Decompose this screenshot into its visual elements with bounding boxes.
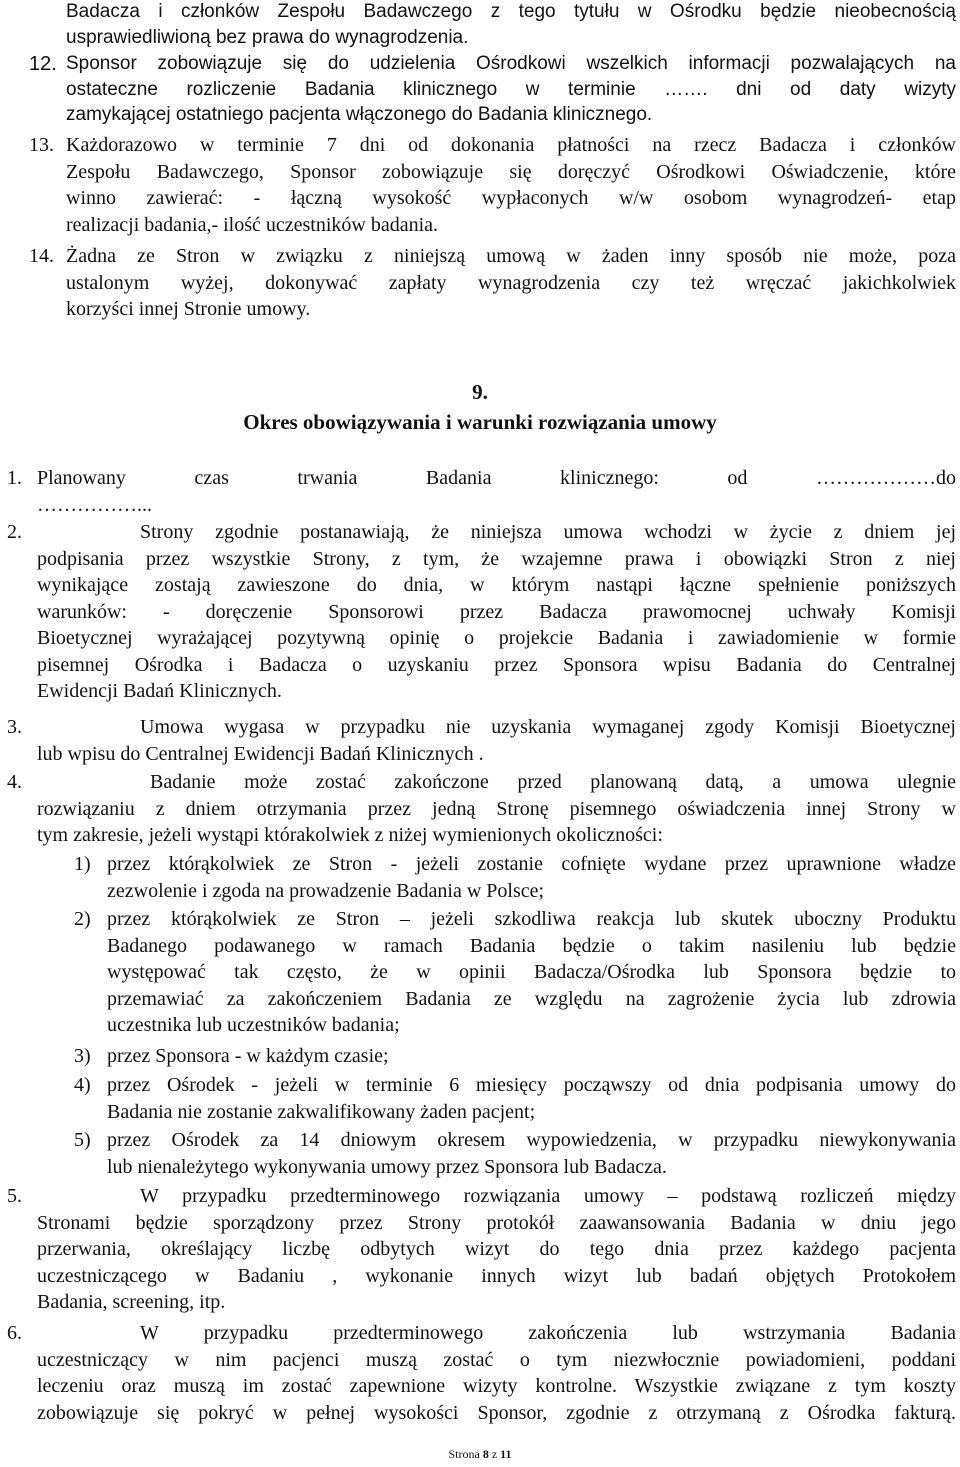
text-line: korzyści innej Stronie umowy. [66,298,311,320]
item-number: 3. [7,716,22,738]
item-number: 13. [29,134,54,156]
text-line: Badacza i członków Zespołu Badawczego z tego tytułu w Ośrodku będzie nieobecnością [66,1,956,22]
text-line: lub wpisu do Centralnej Ewidencji Badań Klinicznych . [37,742,484,765]
text-line: warunków: - doręczenie Sponsorowi przez Badacza prawomocnej uchwały Komisji [37,600,956,623]
paragraph-6 [37,1320,956,1426]
text-line: pisemnej Ośrodka i Badacza o uzyskaniu przez Sponsora wpisu Badania do Centralnej [37,653,956,676]
footer-page-number: 8 [482,1447,489,1461]
footer-prefix: Strona [448,1447,480,1461]
paragraph-1 [37,465,956,518]
text-line: przerwania, określający liczbę odbytych wizyt do tego dnia przez każdego pacjenta [37,1238,956,1260]
text-line: usprawiedliwioną bez prawa do wynagrodzenia. [66,26,469,48]
text-line: zamykającej ostatniego pacjenta włączonego do Badania klinicznego. [66,104,653,125]
paragraph-13 [66,132,956,238]
text-line: Stronami będzie sporządzony przez Strony protokół zaawansowania Badania w dniu jego [37,1211,956,1234]
subitem-number: 3) [74,1045,91,1067]
text-line: winno zawierać: - łączną wysokość wypłaconych w/w osobom wynagrodzeń- etap [66,187,956,209]
text-line: uczestnika lub uczestników badania; [107,1014,400,1036]
text-line: przez Ośrodek za 14 dniowym okresem wypowiedzenia, w przypadku niewykonywania [107,1129,956,1151]
text-line: W przypadku przedterminowego zakończenia lub wstrzymania Badania [140,1322,956,1344]
text-line: przez Ośrodek - jeżeli w terminie 6 miesięcy począwszy od dnia podpisania umowy do [107,1074,956,1096]
footer-separator: z [491,1447,498,1461]
text-line: Zespołu Badawczego, Sponsor zobowiązuje się doręczyć Ośrodkowi Oświadczenie, które [66,160,956,183]
subitem-1 [107,851,956,904]
text-line: Ewidencji Badań Klinicznych. [37,680,282,702]
text-line: Planowany czas trwania Badania klinicznego: od ………………do [37,467,956,489]
text-line: zezwolenie i zgoda na prowadzenie Badania w Polsce; [107,879,545,902]
text-line: wynikające zostają zawieszone do dnia, w którym nastąpi łączne spełnienie poniższych [37,574,956,596]
text-line: realizacji badania,- ilość uczestników badania. [66,213,439,236]
subitem-number: 1) [74,853,91,875]
footer-page-total: 11 [500,1447,512,1461]
text-line: ostateczne rozliczenie Badania klinicznego w terminie ……. dni od daty wizyty [66,78,956,100]
text-line: występować tak często, że w opinii Badacza/Ośrodka lub Sponsora będzie to [107,961,956,983]
subitem-2 [107,906,956,1039]
page-footer [0,1447,960,1461]
subitem-4 [107,1072,956,1125]
text-line: Badanie może zostać zakończone przed planowaną datą, a umowa ulegnie [150,771,956,793]
item-number: 2. [7,521,22,543]
text-line: Badanego podawanego w ramach Badania będzie o takim nasileniu lub będzie [107,934,956,957]
paragraph-4 [37,769,956,849]
text-line: Badania, screening, itp. [37,1291,226,1313]
item-number: 12. [29,53,57,75]
text-line: uczestniczącego w Badaniu , wykonanie innych wizyt lub badań objętych Protokołem [37,1264,956,1287]
text-line: rozwiązaniu z dniem otrzymania przez jedną Stronę pisemnego oświadczenia innej Strony w [37,797,956,820]
text-line: ustalonym wyżej, dokonywać zapłaty wynagrodzenia czy też wręczać jakichkolwiek [66,271,956,294]
paragraph-12 [66,51,956,128]
continuation-paragraph [66,0,956,50]
text-line: Bioetycznej wyrażającej pozytywną opinię o projekcie Badania i zawiadomienie w formie [37,627,956,649]
text-line: W przypadku przedterminowego rozwiązania umowy – podstawą rozliczeń między [140,1185,956,1207]
text-line: zobowiązuje się pokryć w pełnej wysokości Sponsor, zgodnie z otrzymaną z Ośrodka fakturą. [37,1401,956,1424]
paragraph-3 [37,714,956,767]
text-line: Umowa wygasa w przypadku nie uzyskania wymaganej zgody Komisji Bioetycznej [140,716,956,738]
text-line: Żadna ze Stron w związku z niniejszą umową w żaden inny sposób nie może, poza [66,245,956,267]
item-number: 4. [7,771,22,793]
text-line: Każdorazowo w terminie 7 dni od dokonania płatności na rzecz Badacza i członków [66,134,956,156]
paragraph-5 [37,1183,956,1316]
paragraph-2 [37,519,956,705]
text-line: lub nienależytego wykonywania umowy przez Sponsora lub Badacza. [107,1155,667,1178]
text-line: przez Sponsora - w każdym czasie; [107,1045,389,1067]
text-line: ……………... [37,493,152,516]
text-line: przez którąkolwiek ze Stron - jeżeli zostanie cofnięte wydane przez uprawnione władze [107,853,956,875]
section-number: 9. [472,380,488,404]
text-line: przez którąkolwiek ze Stron – jeżeli szkodliwa reakcja lub skutek uboczny Produktu [107,908,956,930]
text-line: Badania nie zostanie zakwalifikowany żaden pacjent; [107,1100,536,1123]
item-number: 14. [29,245,54,267]
subitem-5 [107,1127,956,1180]
paragraph-14 [66,243,956,323]
subitem-number: 2) [74,908,91,930]
text-line: Strony zgodnie postanawiają, że niniejsza umowa wchodzi w życie z dniem jej [140,521,956,543]
text-line: przemawiać za zakończeniem Badania ze względu na zagrożenie życia lub zdrowia [107,987,956,1010]
item-number: 6. [7,1322,22,1344]
text-line: tym zakresie, jeżeli wystąpi którakolwiek z niżej wymienionych okoliczności: [37,824,663,846]
item-number: 5. [7,1185,22,1207]
text-line: Sponsor zobowiązuje się do udzielenia Ośrodkowi wszelkich informacji pozwalających na [66,53,956,74]
item-number: 1. [7,467,22,489]
text-line: leczeniu oraz muszą im zostać zapewnione wizyty kontrolne. Wszystkie związane z tym koszty [37,1375,956,1397]
subitem-number: 4) [74,1074,91,1096]
text-line: uczestniczący w nim pacjenci muszą zostać o tym niezwłocznie powiadomieni, poddani [37,1348,956,1371]
subitem-3 [107,1043,956,1070]
text-line: podpisania przez wszystkie Strony, z tym, że wzajemne prawa i obowiązki Stron z niej [37,547,956,570]
subitem-number: 5) [74,1129,91,1151]
section-title: Okres obowiązywania i warunki rozwiązania umowy [243,410,717,434]
